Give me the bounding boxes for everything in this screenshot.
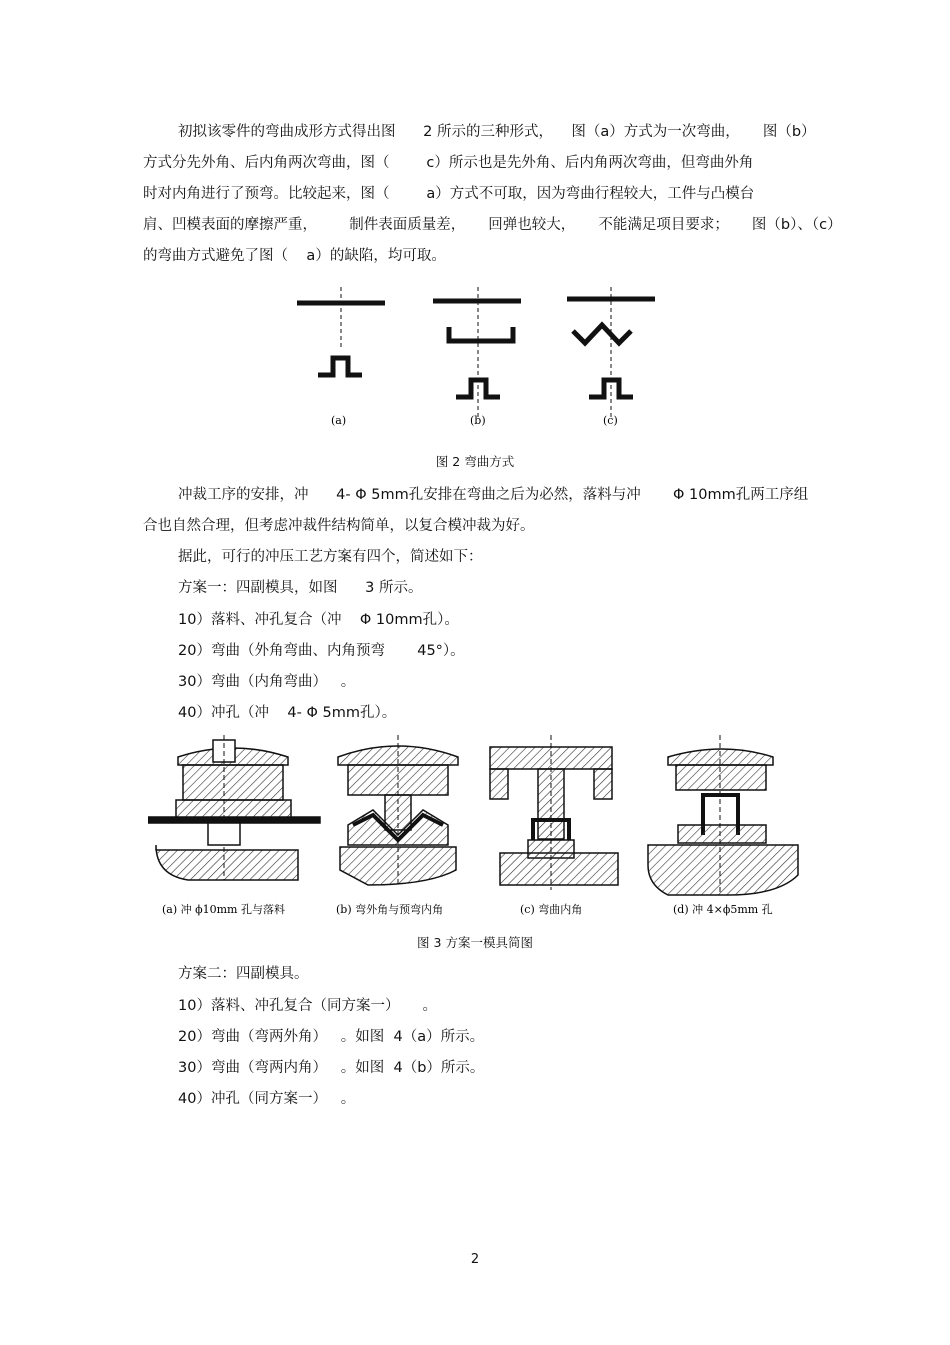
paragraph-3: 据此，可行的冲压工艺方案有四个，简述如下：: [178, 549, 483, 565]
scheme-2-step-40: 40）冲孔（同方案一） 。: [178, 1091, 356, 1107]
die-b-drawing: [338, 735, 458, 885]
scheme-1-step-20: 20）弯曲（外角弯曲、内角预弯 45°）。: [178, 643, 465, 659]
figure-3-die-diagrams: [148, 735, 808, 920]
figure-3-label-b: (b) 弯外角与预弯内角: [336, 903, 444, 916]
scheme-1-step-30: 30）弯曲（内角弯曲） 。: [178, 674, 356, 690]
figure-2-bending-methods: [285, 285, 665, 435]
paragraph-2-line-2: 合也自然合理，但考虑冲裁件结构简单，以复合模冲裁为好。: [143, 518, 535, 534]
scheme-1-step-40: 40）冲孔（冲 4- Φ 5mm孔）。: [178, 705, 397, 721]
figure-2-label-c: (c): [603, 414, 618, 427]
figure-3-label-d: (d) 冲 4×ϕ5mm 孔: [673, 903, 773, 916]
figure-3-label-a: (a) 冲 ϕ10mm 孔与落料: [162, 903, 285, 916]
die-c-drawing: [490, 735, 618, 890]
paragraph-1-line-5: 的弯曲方式避免了图（ a）的缺陷，均可取。: [143, 248, 446, 264]
figure-2-label-a: (a): [331, 414, 347, 427]
figure-2-label-b: (b): [470, 414, 486, 427]
figure-2-caption: 图 2 弯曲方式: [435, 454, 515, 469]
scheme-2-step-20: 20）弯曲（弯两外角） 。如图 4（a）所示。: [178, 1029, 485, 1045]
scheme-2-title: 方案二：四副模具。: [178, 966, 309, 982]
scheme-2-step-30: 30）弯曲（弯两内角） 。如图 4（b）所示。: [178, 1060, 485, 1076]
paragraph-1-line-2: 方式分先外角、后内角两次弯曲，图（ c）所示也是先外角、后内角两次弯曲，但弯曲外角: [143, 155, 754, 171]
figure-3-label-c: (c) 弯曲内角: [520, 903, 583, 916]
paragraph-1-line-1: 初拟该零件的弯曲成形方式得出图 2 所示的三种形式， 图（a）方式为一次弯曲， 图（b）: [178, 124, 816, 140]
paragraph-1-line-3: 时对内角进行了预弯。比较起来，图（ a）方式不可取，因为弯曲行程较大，工件与凸模台: [143, 186, 755, 202]
paragraph-2-line-1: 冲裁工序的安排，冲 4- Φ 5mm孔安排在弯曲之后为必然，落料与冲 Φ 10mm孔两工序组: [178, 487, 809, 503]
scheme-1-step-10: 10）落料、冲孔复合（冲 Φ 10mm孔）。: [178, 612, 459, 628]
page-number: 2: [470, 1252, 480, 1267]
scheme-2-step-10: 10）落料、冲孔复合（同方案一） 。: [178, 998, 437, 1014]
scheme-1-title: 方案一：四副模具，如图 3 所示。: [178, 580, 423, 596]
figure-3-caption: 图 3 方案一模具简图: [417, 935, 533, 950]
paragraph-1-line-4: 肩、凹模表面的摩擦严重， 制件表面质量差， 回弹也较大， 不能满足项目要求； 图（b）、（c）: [143, 217, 842, 233]
die-a-drawing: [148, 735, 320, 880]
die-d-drawing: [648, 735, 798, 895]
